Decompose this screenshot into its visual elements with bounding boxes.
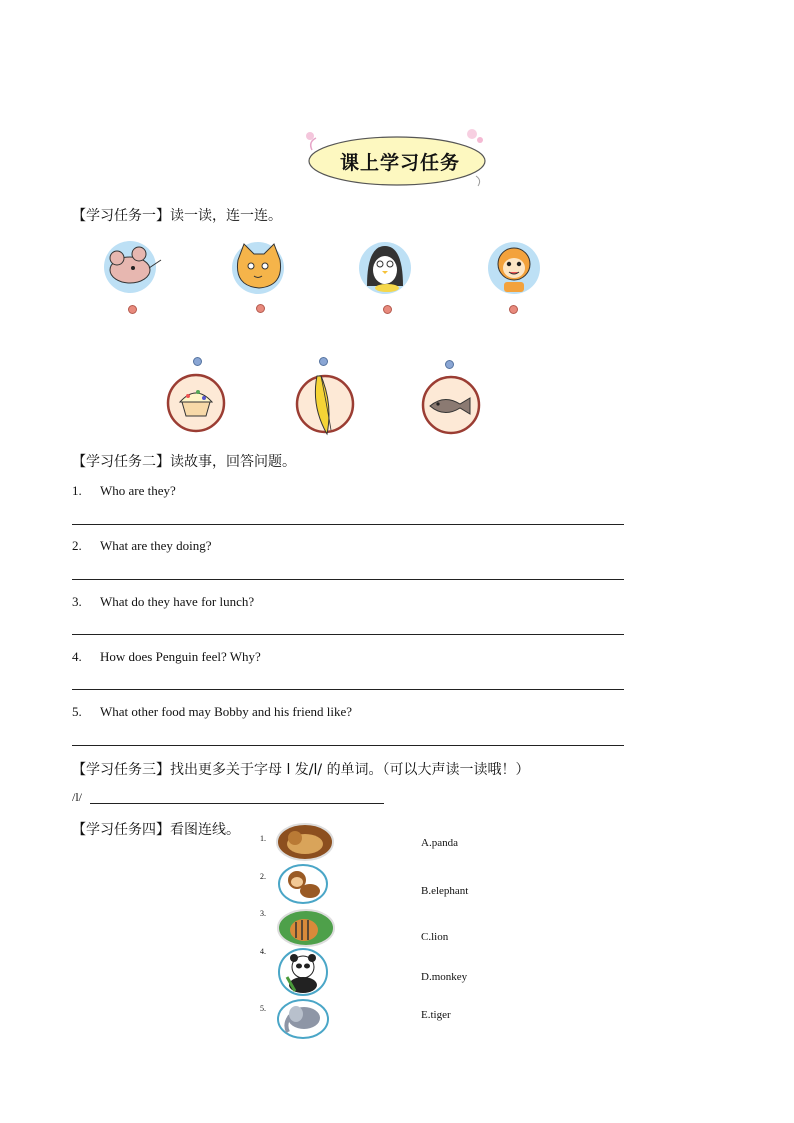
monkey-icon	[277, 863, 329, 905]
page-title: 课上学习任务	[339, 152, 460, 174]
cat-icon	[230, 240, 290, 296]
match-option: E.tiger	[421, 1009, 451, 1021]
monkey-icon	[486, 240, 542, 296]
match-dot[interactable]	[509, 305, 518, 314]
elephant-icon	[276, 998, 330, 1040]
match-option: B.elephant	[421, 885, 469, 897]
task3-title: 【学习任务三】找出更多关于字母 l 发/l/ 的单词。（可以大声读一读哦！）	[72, 762, 530, 778]
match-dot[interactable]	[128, 305, 137, 314]
phonics-prefix: /l/	[72, 790, 83, 804]
item-number: 1.	[260, 834, 266, 843]
lion-icon	[275, 822, 335, 862]
task1-title: 【学习任务一】读一读，连一连。	[72, 208, 282, 224]
task2-title: 【学习任务二】读故事，回答问题。	[72, 454, 296, 470]
answer-line[interactable]	[72, 689, 624, 690]
match-option: C.lion	[421, 931, 449, 943]
answer-line[interactable]	[72, 634, 624, 635]
item-number: 2.	[260, 872, 266, 881]
answer-line[interactable]	[72, 524, 624, 525]
tiger-icon	[276, 908, 336, 948]
match-dot[interactable]	[319, 357, 328, 366]
fish-icon	[420, 374, 482, 436]
question-item: 4. How does Penguin feel? Why?	[72, 649, 261, 664]
match-option: D.monkey	[421, 971, 468, 983]
question-item: 2. What are they doing?	[72, 538, 212, 553]
panda-icon	[277, 947, 329, 997]
mouse-icon	[103, 240, 163, 296]
task4-title: 【学习任务四】看图连线。	[72, 822, 240, 838]
banana-icon	[295, 370, 355, 436]
item-number: 4.	[260, 947, 266, 956]
question-item: 3. What do they have for lunch?	[72, 594, 255, 609]
match-option: A.panda	[421, 837, 458, 849]
answer-line[interactable]	[72, 745, 624, 746]
answer-line[interactable]	[90, 803, 384, 804]
penguin-icon	[357, 240, 413, 296]
item-number: 5.	[260, 1004, 266, 1013]
question-item: 5. What other food may Bobby and his friend like?	[72, 704, 352, 719]
match-dot[interactable]	[193, 357, 202, 366]
question-item: 1. Who are they?	[72, 483, 176, 498]
answer-line[interactable]	[72, 579, 624, 580]
match-dot[interactable]	[256, 304, 265, 313]
cake-icon	[166, 372, 226, 434]
match-dot[interactable]	[383, 305, 392, 314]
match-dot[interactable]	[445, 360, 454, 369]
item-number: 3.	[260, 909, 266, 918]
